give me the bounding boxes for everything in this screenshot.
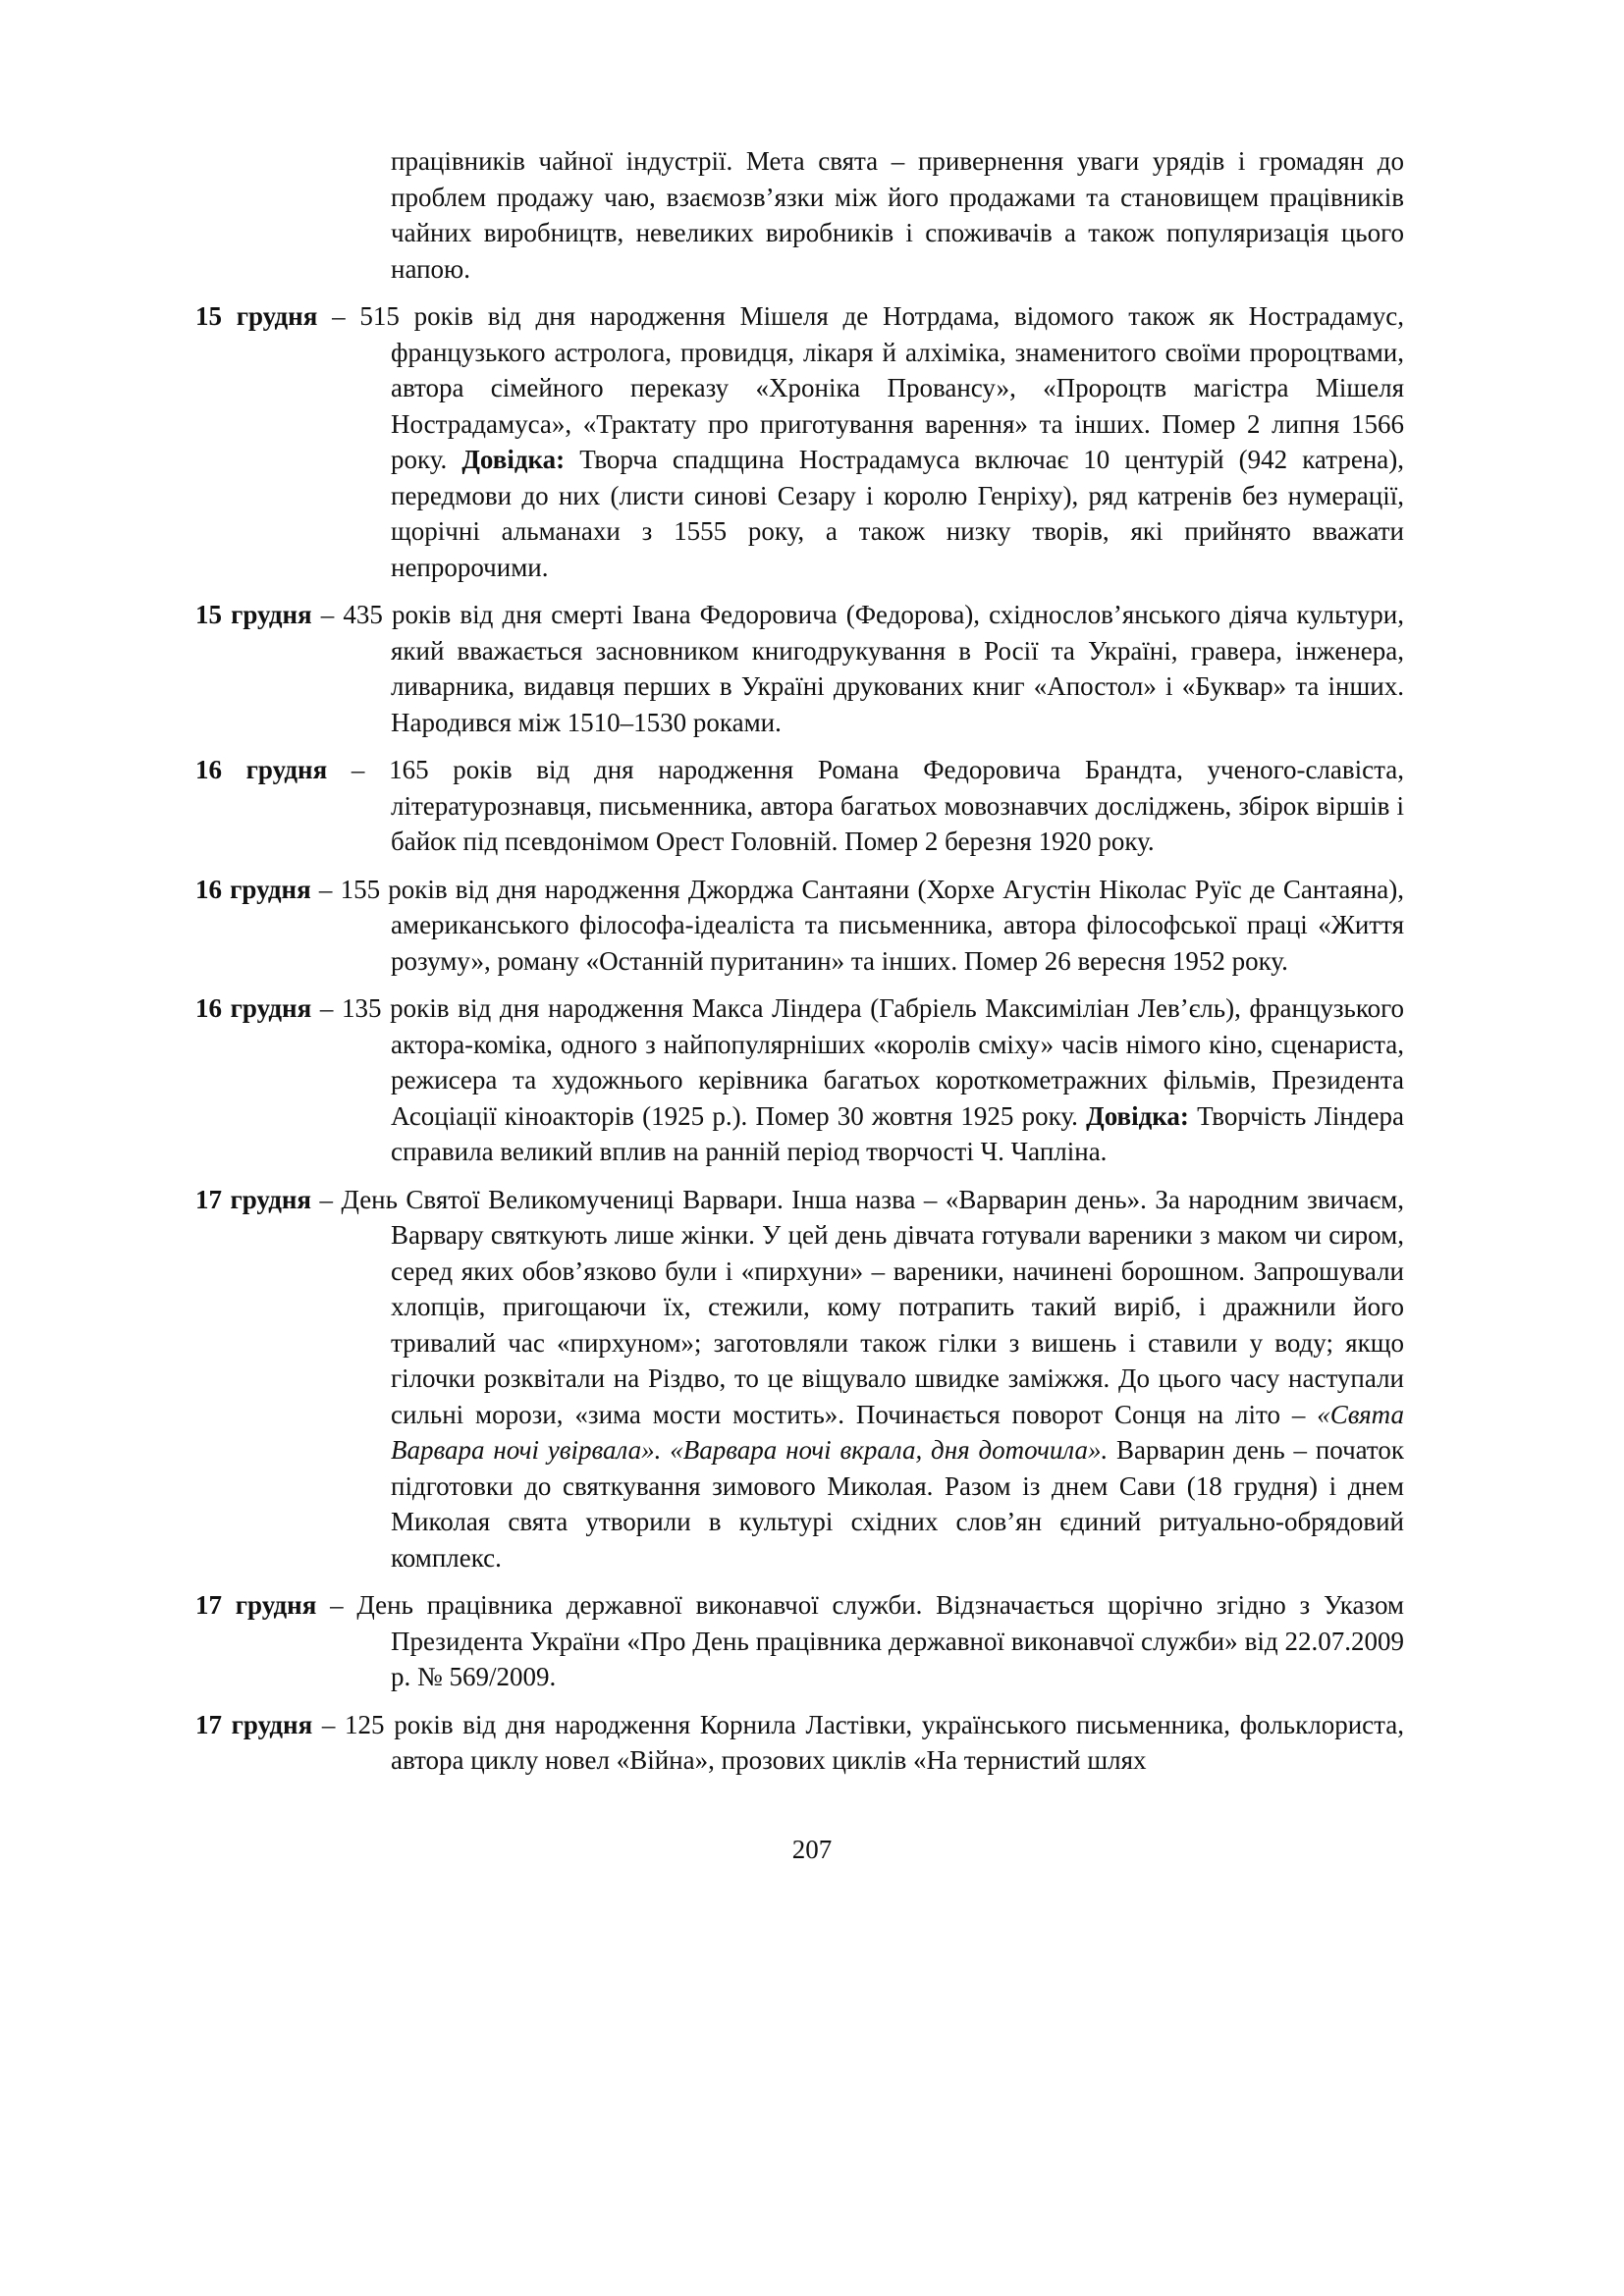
entry-text: – День працівника державної виконавчої служби. Відзначається щорічно згідно з Указом Президента України «Про День працівника державної виконавчої служби» від 22.07.2009 р. № 569/2009. bbox=[330, 1590, 1405, 1691]
calendar-entry-4 bbox=[195, 872, 1404, 980]
note-label: Довідка: bbox=[1086, 1100, 1189, 1131]
entry-date: 17 грудня bbox=[195, 1184, 312, 1214]
entry-text: – 125 років від дня народження Корнила Ластівки, українського письменника, фольклориста, автора циклу новел «Війна», прозових циклів «На тернистий шлях bbox=[321, 1709, 1405, 1775]
calendar-entry-6 bbox=[195, 1182, 1404, 1576]
continuation-paragraph: працівників чайної індустрії. Мета свята – привернення уваги урядів і громадян до проблем продажу чаю, взаємозв’язки між його продажами та становищем працівників чайних виробництв, невеликих виробників і споживачів а також популяризація цього напою. bbox=[391, 146, 1404, 284]
entry-text: – 155 років від дня народження Джорджа Сантаяни (Хорхе Агустін Ніколас Руїс де Сантаяна), американського філософа-ідеаліста та письменника, автора філософської праці «Життя розуму», роману «Останній пуританин» та інших. Помер 26 вересня 1952 року. bbox=[318, 874, 1405, 976]
entry-date: 17 грудня bbox=[195, 1709, 313, 1739]
entry-date: 16 грудня bbox=[195, 755, 328, 784]
calendar-entry-1 bbox=[195, 298, 1404, 585]
entry-date: 15 грудня bbox=[195, 301, 318, 331]
entry-date: 16 грудня bbox=[195, 993, 312, 1023]
entry-text: – День Святої Великомучениці Варвари. Інша назва – «Варварин день». За народним звичаєм, Варвару святкують лише жінки. У цей день дівчата готували вареники з маком чи сиром, серед яких обов’язково були і «пирхуни» – вареники, начинені борошном. Запрошували хлопців, пригощаючи їх, стежили, кому потрапить такий виріб, і дражнили його тривалий час «пирхуном»; заготовляли також гілки з вишень і ставили у воду; якщо гілочки розквітали на Різдво, то це віщувало швидке заміжжя. До цього часу наступали сильні морози, «зима мости мостить». Починається поворот Сонця на літо – bbox=[319, 1184, 1404, 1429]
calendar-entry-7 bbox=[195, 1587, 1404, 1695]
note-text: Творча спадщина Нострадамуса включає 10 центурій (942 катрена), передмови до них (листи синові Сезару і королю Генріху), ряд катренів без нумерації, щорічні альманахи з 1555 року, а також низку творів, які прийнято вважати непророчими. bbox=[391, 445, 1404, 582]
page-number: 207 bbox=[791, 1835, 833, 1864]
entry-date: 15 грудня bbox=[195, 600, 312, 629]
entry-date: 16 грудня bbox=[195, 874, 311, 904]
folk-saying-quote: «Свята Варвара ночі увірвала». «Варвара ночі вкрала, дня доточила». bbox=[391, 1399, 1404, 1465]
calendar-entry-5 bbox=[195, 990, 1404, 1170]
calendar-entry-8 bbox=[195, 1707, 1404, 1779]
note-label: Довідка: bbox=[461, 445, 566, 474]
note-text: Творчість Ліндера справила великий вплив на ранній період творчості Ч. Чапліна. bbox=[391, 1100, 1405, 1166]
calendar-entry-3 bbox=[195, 752, 1404, 860]
entry-text: – 135 років від дня народження Макса Ліндера (Габріель Максиміліан Лев’єль), французького актора-коміка, одного з найпопулярніших «королів сміху» часів німого кіно, сценариста, режисера та художнього керівника багатьох короткометражних фільмів, Президента Асоціації кіноакторів (1925 р.). Помер 30 жовтня 1925 року. bbox=[319, 993, 1404, 1131]
entry-date: 17 грудня bbox=[195, 1590, 317, 1620]
entry-text: – 165 років від дня народження Романа Федоровича Брандта, ученого-славіста, літературознавця, письменника, автора багатьох мовознавчих досліджень, збірок віршів і байок під псевдонімом Орест Головній. Помер 2 березня 1920 року. bbox=[351, 755, 1405, 856]
calendar-entry-2 bbox=[195, 597, 1404, 740]
page-content bbox=[195, 143, 1404, 1779]
entry-text-continued: Варварин день – початок підготовки до святкування зимового Миколая. Разом із днем Сави (18 грудня) і днем Миколая свята утворили в культурі східних слов’ян єдиний ритуально-обрядовий комплекс. bbox=[391, 1435, 1404, 1573]
entry-text: – 435 років від дня смерті Івана Федоровича (Федорова), східнослов’янського діяча культури, який вважається засновником книгодрукування в Росії та Україні, гравера, інженера, ливарника, видавця перших в Україні друкованих книг «Апостол» і «Буквар» та інших. Народився між 1510–1530 роками. bbox=[320, 600, 1405, 737]
entry-text: – 515 років від дня народження Мішеля де Нотрдама, відомого також як Нострадамус, французького астролога, провидця, лікаря й алхіміка, знаменитого своїми пророцтвами, автора сімейного переказу «Хроніка Провансу», «Пророцтв магістра Мішеля Нострадамуса», «Трактату про приготування варення» та інших. Помер 2 липня 1566 року. bbox=[332, 301, 1404, 474]
